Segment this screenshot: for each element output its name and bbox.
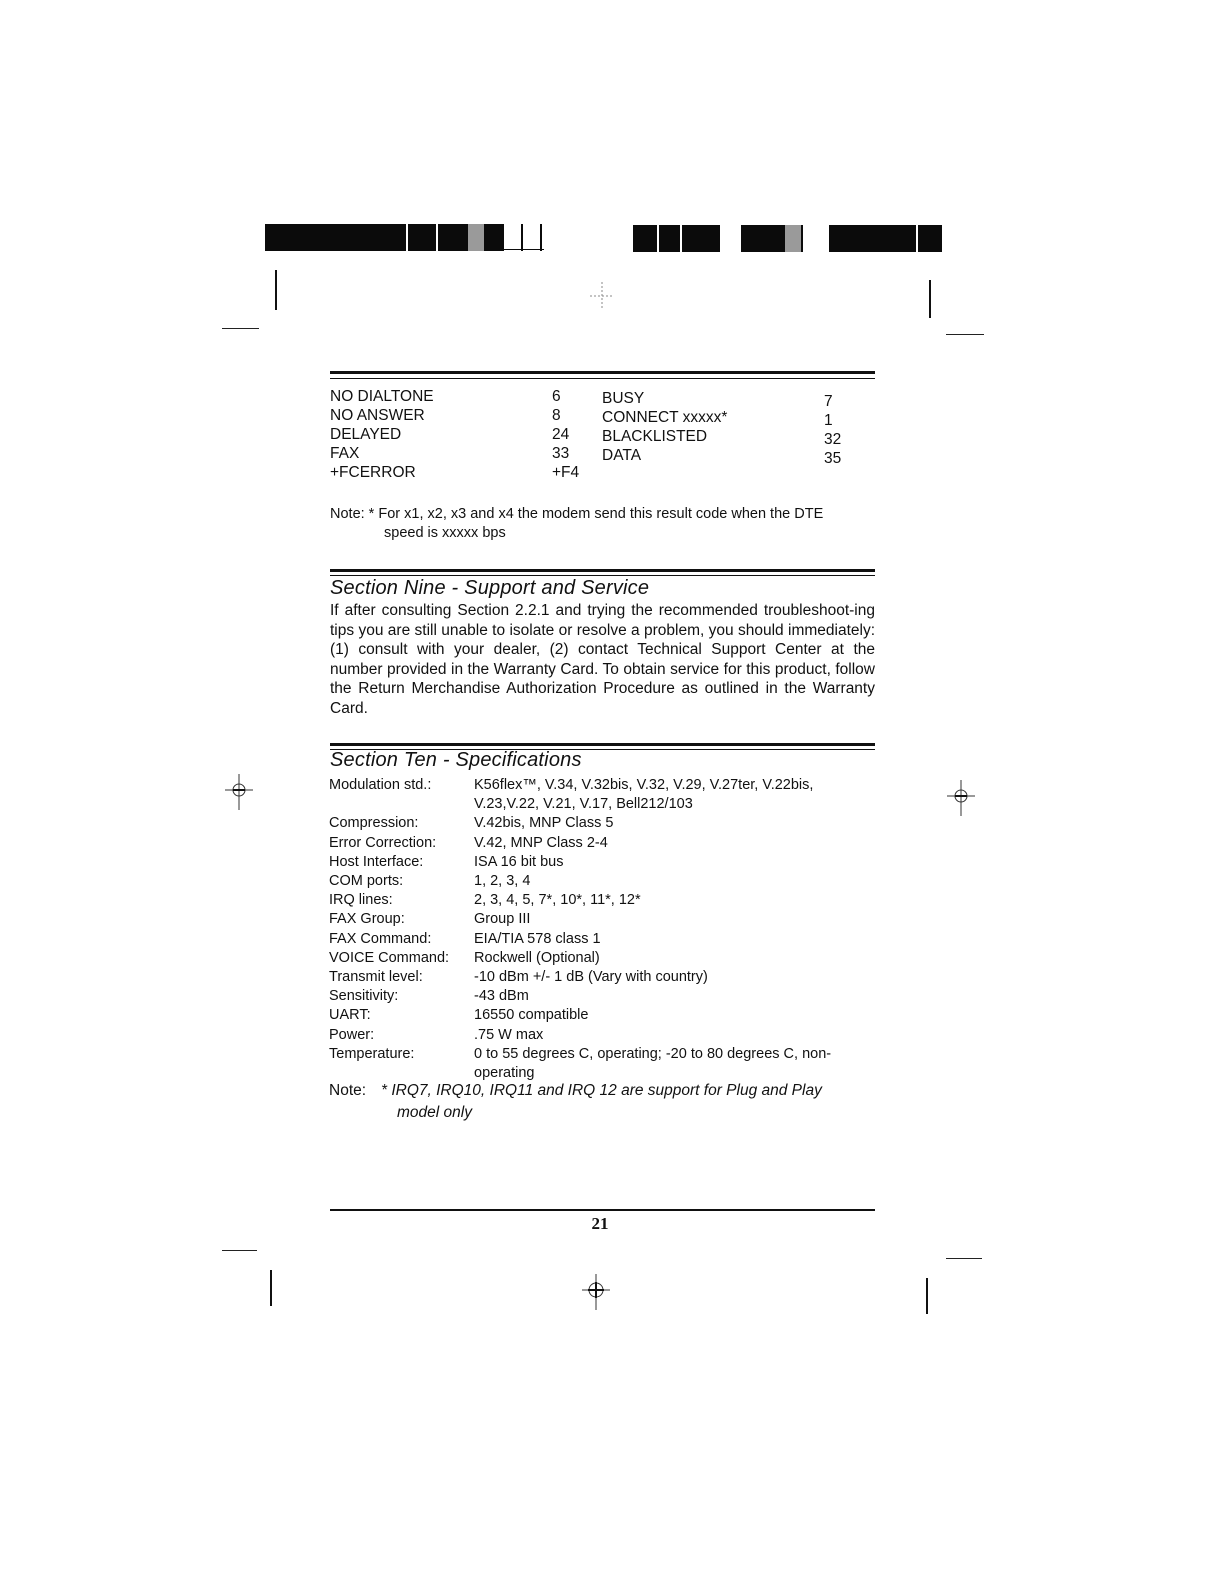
crop-mark-top-left-vertical [275, 270, 277, 310]
spec-value: 2, 3, 4, 5, 7*, 10*, 11*, 12* [474, 892, 641, 909]
section-nine-body: If after consulting Section 2.2.1 and trying the recommended troubleshoot-ing tips you are still unable to isolate or resolve a problem, you should immediately: (1) consult with your dealer, (2) contact Technical Support Center at the number provided in the Warranty Card. To obtain service for this product, follow the Return Merchandise Authorization Procedure as outlined in the Warranty Card. [330, 602, 875, 717]
spec-row [329, 949, 879, 968]
spec-row [329, 853, 879, 872]
crop-mark-top-right-vertical [929, 280, 931, 318]
result-code-value: 8 [552, 407, 561, 424]
section-ten-heading: Section Ten - Specifications [330, 749, 582, 771]
result-code-label: +FCERROR [330, 464, 416, 481]
spec-row [329, 776, 879, 814]
section-nine-heading: Section Nine - Support and Service [330, 577, 650, 599]
spec-row [329, 814, 879, 833]
spec-value: 16550 compatible [474, 1007, 589, 1024]
spec-value: Group III [474, 911, 531, 928]
spec-label: Sensitivity: [329, 988, 399, 1005]
spec-row [329, 1006, 879, 1025]
spec-label: VOICE Command: [329, 949, 450, 966]
spec-label: COM ports: [329, 873, 404, 890]
result-code-value: +F4 [552, 464, 580, 481]
spec-label: Error Correction: [329, 834, 437, 851]
spec-row [329, 987, 879, 1006]
spec-row [329, 910, 879, 929]
rule-section-nine-thin [330, 575, 875, 576]
result-code-value: 24 [552, 426, 570, 443]
result-code-value: 33 [552, 445, 570, 462]
crop-mark-bottom-right-horizontal [946, 1258, 982, 1259]
spec-value: V.42, MNP Class 2-4 [474, 834, 608, 851]
spec-row [329, 891, 879, 910]
result-codes-note [330, 505, 875, 543]
spec-value: 1, 2, 3, 4 [474, 873, 531, 890]
note-line-2: model only [397, 1104, 472, 1121]
result-code-value: 6 [552, 388, 561, 405]
result-code-value: 35 [824, 450, 842, 467]
crosshair-left-icon [223, 772, 255, 812]
spec-label: Transmit level: [329, 969, 423, 986]
spec-value: -10 dBm +/- 1 dB (Vary with country) [474, 969, 708, 986]
spec-value: 0 to 55 degrees C, operating; -20 to 80 degrees C, non-operating [474, 1045, 832, 1082]
result-code-label: NO ANSWER [330, 407, 425, 424]
specifications-list [329, 776, 879, 1083]
spec-label: IRQ lines: [329, 892, 393, 909]
footer-rule [330, 1209, 875, 1211]
spec-label: Host Interface: [329, 853, 424, 870]
result-code-value: 7 [824, 393, 833, 410]
spec-row [329, 834, 879, 853]
result-code-label: DATA [602, 447, 642, 464]
spec-label: FAX Command: [329, 930, 432, 947]
crop-mark-bottom-left-vertical [270, 1270, 272, 1306]
spec-value: ISA 16 bit bus [474, 853, 564, 870]
result-code-label: FAX [330, 445, 360, 462]
result-code-value: 32 [824, 431, 842, 448]
rule-top-result-codes-thick [330, 371, 875, 374]
note-line-1: Note: * For x1, x2, x3 and x4 the modem send this result code when the DTE [330, 506, 824, 522]
result-code-label: DELAYED [330, 426, 402, 443]
crosshair-bottom-icon [580, 1272, 612, 1312]
note-line-1: * IRQ7, IRQ10, IRQ11 and IRQ 12 are support for Plug and Play [381, 1082, 822, 1099]
spec-value: Rockwell (Optional) [474, 949, 600, 966]
page-number: 21 [591, 1214, 609, 1233]
result-code-label: BLACKLISTED [602, 428, 708, 445]
crop-mark-top-right-horizontal [946, 334, 984, 335]
result-code-value: 1 [824, 412, 833, 429]
rule-section-nine-thick [330, 569, 875, 572]
result-code-label: NO DIALTONE [330, 388, 434, 405]
result-code-label: CONNECT xxxxx* [602, 409, 728, 426]
spec-value: K56flex™, V.34, V.32bis, V.32, V.29, V.27ter, V.22bis, V.23,V.22, V.21, V.17, Bell212/103 [474, 777, 814, 813]
spec-value: EIA/TIA 578 class 1 [474, 930, 601, 947]
crosshair-top-icon [586, 280, 618, 320]
spec-label: Power: [329, 1026, 375, 1043]
note-line-2: speed is xxxxx bps [384, 525, 506, 541]
note-label: Note: [329, 1082, 367, 1099]
spec-row [329, 930, 879, 949]
result-code-label: BUSY [602, 390, 645, 407]
spec-row [329, 1026, 879, 1045]
spec-label: FAX Group: [329, 911, 405, 928]
spec-value: -43 dBm [474, 988, 529, 1005]
spec-value: V.42bis, MNP Class 5 [474, 815, 614, 832]
spec-label: UART: [329, 1007, 371, 1024]
specifications-note [329, 1080, 889, 1124]
registration-bar-left [265, 224, 580, 251]
spec-label: Temperature: [329, 1045, 415, 1062]
spec-label: Modulation std.: [329, 777, 432, 793]
spec-row [329, 968, 879, 987]
crop-mark-bottom-right-vertical [926, 1278, 928, 1314]
registration-bar-right [633, 225, 942, 252]
crop-mark-top-left-horizontal [222, 328, 259, 329]
rule-top-result-codes-thin [330, 378, 875, 379]
rule-section-ten-thick [330, 743, 875, 746]
spec-value: .75 W max [474, 1026, 544, 1043]
spec-label: Compression: [329, 815, 419, 832]
crop-mark-bottom-left-horizontal [222, 1250, 257, 1251]
spec-row [329, 872, 879, 891]
crosshair-right-icon [945, 778, 977, 818]
spec-row [329, 1045, 879, 1083]
